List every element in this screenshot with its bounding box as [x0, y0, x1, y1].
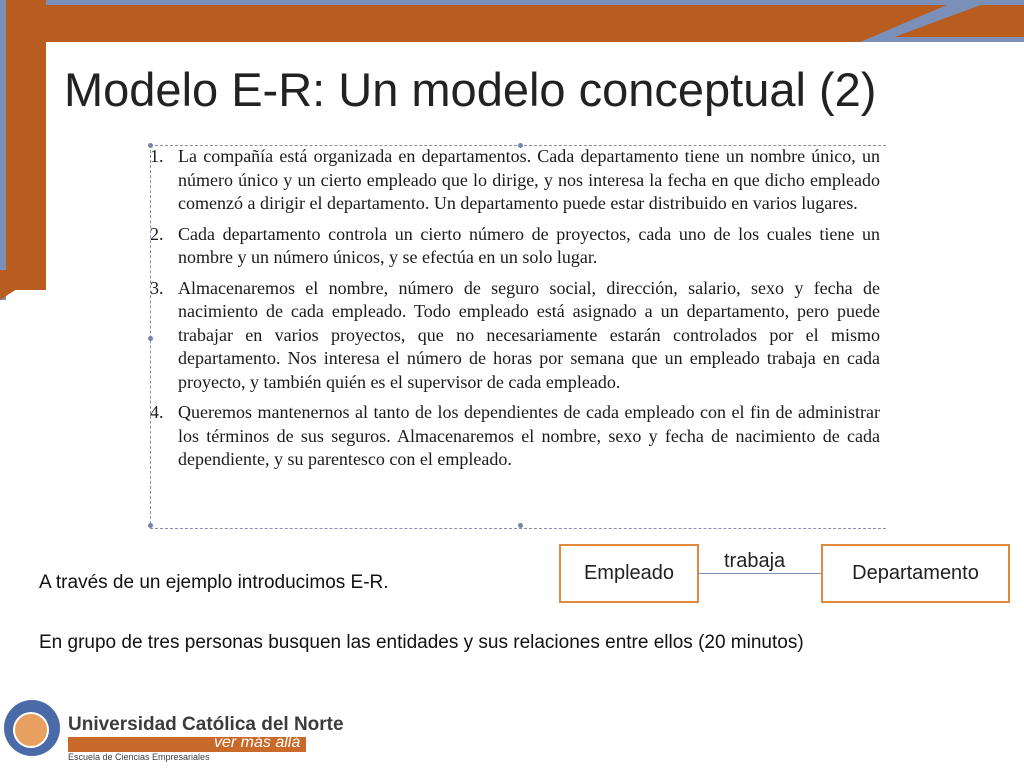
top-frame-band — [0, 0, 1024, 42]
intro-text: A través de un ejemplo introducimos E-R. — [39, 572, 389, 593]
requirement-number: 4. — [150, 402, 164, 422]
relationship-connector — [697, 573, 822, 574]
selection-handle — [518, 523, 523, 528]
requirement-number: 2. — [150, 223, 164, 244]
school-name: Escuela de Ciencias Empresariales — [68, 752, 210, 762]
top-frame-line — [0, 0, 1024, 5]
requirement-item — [150, 277, 880, 395]
selection-handle — [148, 523, 153, 528]
requirement-item — [150, 223, 880, 270]
task-text: En grupo de tres personas busquen las entidades y sus relaciones entre ellos (20 minutos) — [39, 632, 804, 653]
seal-shield-icon — [13, 712, 49, 748]
requirements-list — [150, 145, 880, 479]
left-frame-line — [0, 0, 6, 300]
relationship-label: trabaja — [724, 550, 786, 572]
university-tagline: ver más allá — [214, 734, 301, 751]
requirement-item — [150, 145, 880, 216]
left-frame-band — [0, 0, 46, 290]
university-name: Universidad Católica del Norte — [68, 714, 344, 735]
requirement-text: Almacenaremos el nombre, número de seguro social, dirección, salario, sexo y fecha de nacimiento de cada empleado. Todo empleado está asignado a un departamento, pero puede trabajar en varios proyectos, que no necesariamente estarán controlados por el mismo departamento. Nos interesa el número de horas por semana que un empleado trabaja en cada proyecto, y también quién es el supervisor de cada empleado. — [178, 277, 880, 392]
requirement-number: 3. — [150, 277, 164, 298]
requirement-text: La compañía está organizada en departamentos. Cada departamento tiene un nombre único, un número único y un cierto empleado que lo dirige, y nos interesa la fecha en que dicho empleado comenzó a dirigir el departamento. Un departamento puede estar distribuido en varios lugares. — [178, 146, 880, 213]
requirement-number: 1. — [150, 146, 164, 166]
entity-departamento: Departamento — [821, 544, 1010, 603]
requirement-text: Queremos mantenernos al tanto de los dependientes de cada empleado con el fin de administrar los términos de sus seguros. Almacenaremos el nombre, sexo y fecha de nacimiento de cada dependiente, y su parentesco con el empleado. — [178, 402, 880, 469]
requirement-item — [150, 401, 880, 472]
requirement-text: Cada departamento controla un cierto número de proyectos, cada uno de los cuales tiene un nombre y un número únicos, y se efectúa en un solo lugar. — [178, 223, 880, 267]
slide-title: Modelo E-R: Un modelo conceptual (2) — [64, 63, 877, 116]
entity-empleado: Empleado — [559, 544, 699, 603]
